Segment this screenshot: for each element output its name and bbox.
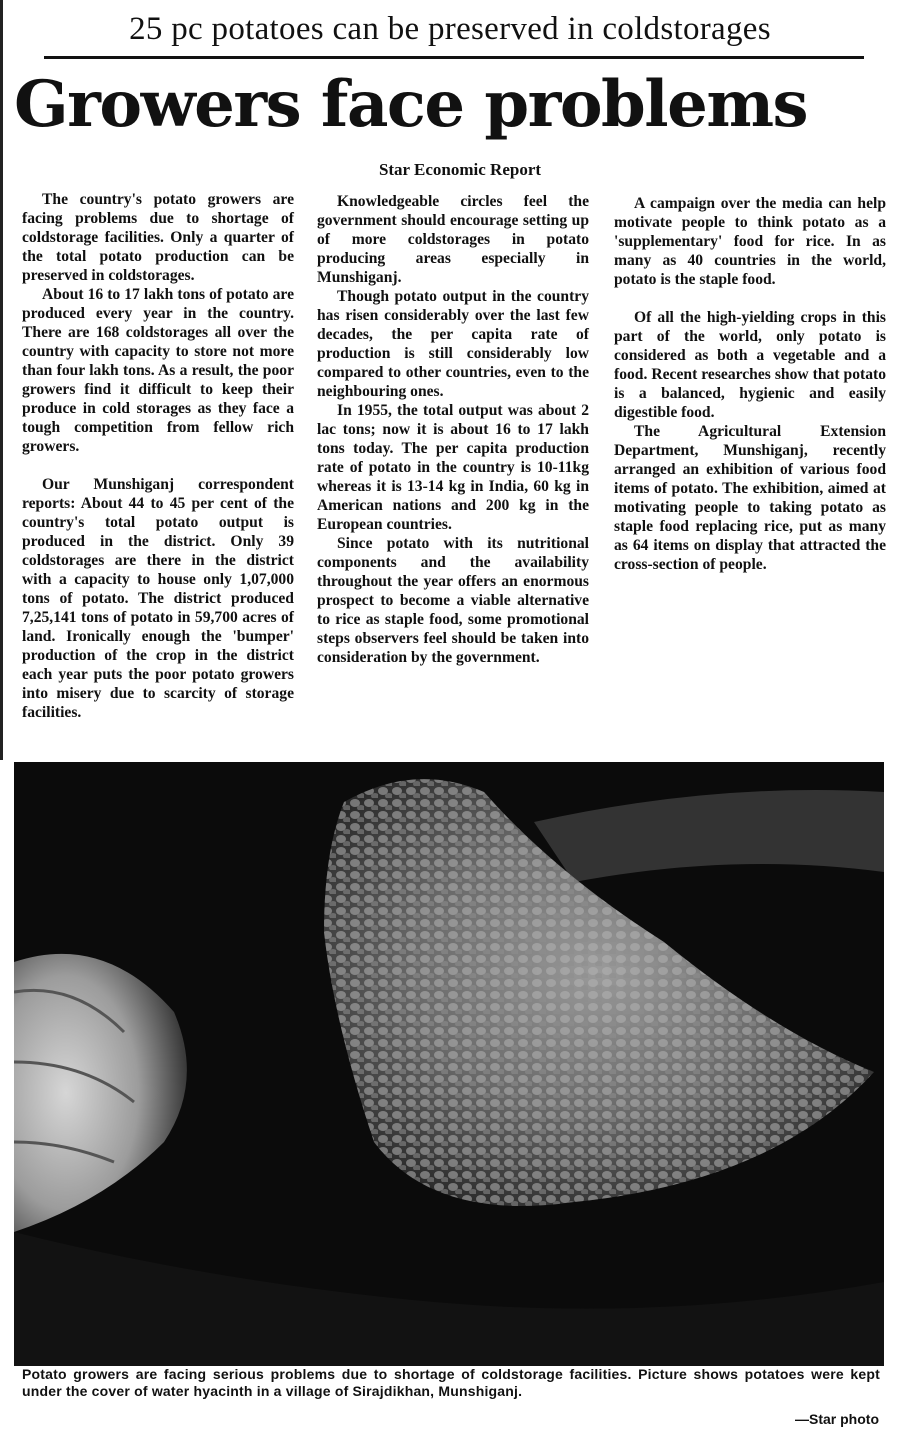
news-photo	[14, 762, 884, 1366]
main-headline: Growers face problems	[14, 67, 808, 142]
article-paragraph: In 1955, the total output was about 2 lac tons; now it is about 16 to 17 lakh tons today. The per capita production rate of potato in the country is 10-11kg whereas it is 13-14 kg in India, 60 kg in American nations and 200 kg in the European countries.	[317, 402, 589, 533]
kicker-headline: 25 pc potatoes can be preserved in coldstorages	[129, 11, 771, 47]
article-paragraph: A campaign over the media can help motivate people to think potato as a 'supplementary' food for rice. In as many as 40 countries in the world, potato is the staple food.	[614, 195, 886, 288]
article-paragraph: Of all the high-yielding crops in this part of the world, only potato is considered as both a vegetable and a food. Recent researches show that potato is a balanced, hygienic and easily digestible food.	[614, 309, 886, 421]
article-paragraph: Though potato output in the country has risen considerably over the last few decades, the per capita rate of production is still considerably low compared to other countries, even to the neighbouring ones.	[317, 288, 589, 400]
article-paragraph: Knowledgeable circles feel the government should encourage setting up of more coldstorages in potato producing areas especially in Munshiganj.	[317, 193, 589, 286]
article-column-3	[614, 194, 886, 574]
article-column-2	[317, 192, 589, 667]
article-paragraph: Our Munshiganj correspondent reports: About 44 to 45 per cent of the country's total potato output is produced in the district. Only 39 coldstorages are there in the district with a capacity to house only 1,07,000 tons of potato. The district produced 7,25,141 tons of potato in 59,700 acres of land. Ironically enough the 'bumper' production of the crop in the district each year puts the poor potato growers into misery due to scarcity of storage facilities.	[22, 476, 294, 721]
byline: Star Economic Report	[378, 160, 542, 179]
photo-credit: —Star photo	[795, 1411, 879, 1427]
article-column-1	[22, 190, 294, 722]
article-paragraph: The country's potato growers are facing problems due to shortage of coldstorage facilities. Only a quarter of the total potato production can be preserved in coldstorages.	[22, 191, 294, 284]
column-rule	[0, 0, 3, 760]
photo-caption: Potato growers are facing serious problems due to shortage of coldstorage facilities. Picture shows potatoes were kept under the cover of water hyacinth in a village of Sirajdikhan, Munshiganj.	[22, 1366, 880, 1399]
article-paragraph: The Agricultural Extension Department, Munshiganj, recently arranged an exhibition of various food items of potato. The exhibition, aimed at motivating people to taking potato as staple food replacing rice, put as many as 64 items on display that attracted the cross-section of people.	[614, 423, 886, 573]
kicker-underline	[44, 56, 864, 59]
potato-pile-photo	[14, 762, 884, 1366]
article-paragraph: About 16 to 17 lakh tons of potato are produced every year in the country. There are 168 coldstorages all over the country with capacity to store not more than four lakh tons. As a result, the poor growers find it difficult to keep their produce in cold storages as they face a tough competition from fellow rich growers.	[22, 286, 294, 455]
article-paragraph: Since potato with its nutritional components and the availability throughout the year offers an enormous prospect to become a viable alternative to rice as staple food, some promotional steps observers feel should be taken into consideration by the government.	[317, 535, 589, 666]
